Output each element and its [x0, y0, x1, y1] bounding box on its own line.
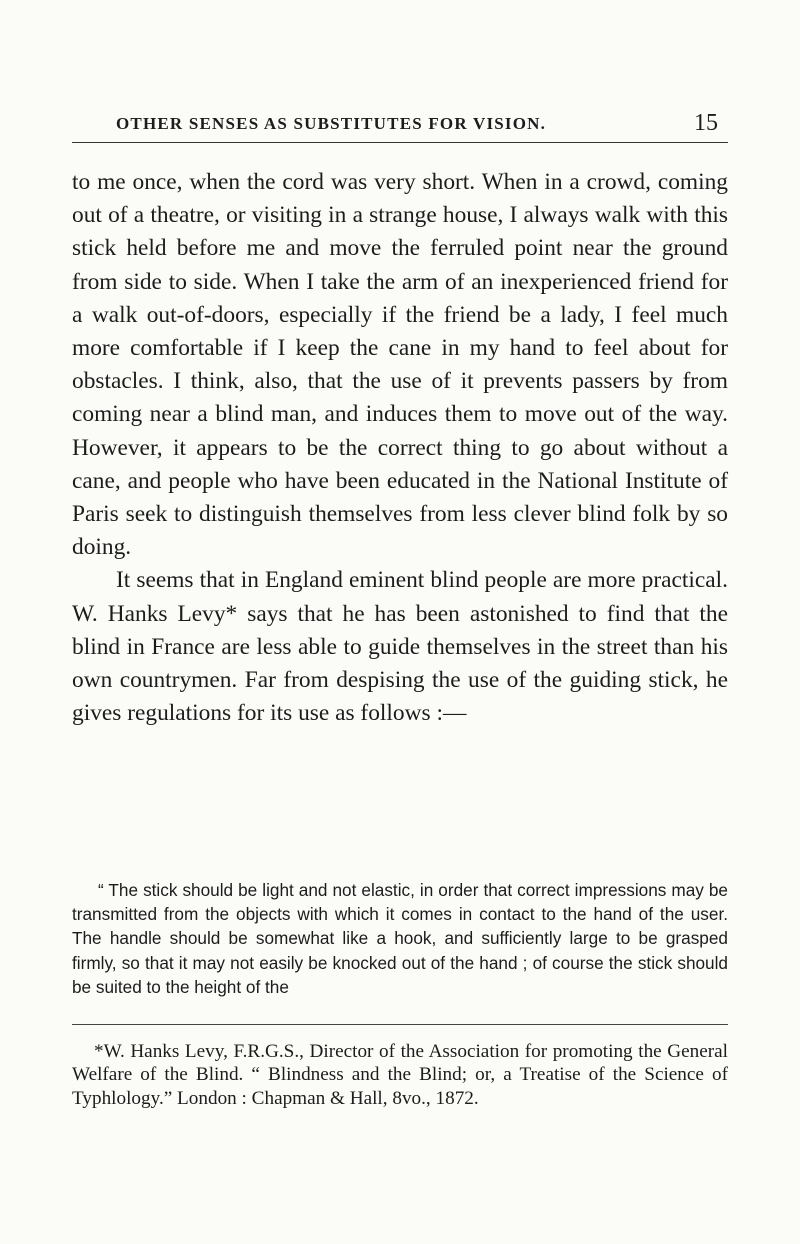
- footnote: *W. Hanks Levy, F.R.G.S., Director of the Association for promoting the General Welfare of the Blind. “ Blindness and the Blind; or, a Treatise of the Science of Typhlology.” London : Chapman & Hall, 8vo., 1872.: [72, 1041, 728, 1109]
- running-head: [72, 112, 728, 142]
- page-number: 15: [694, 110, 718, 136]
- block-quote: “ The stick should be light and not elastic, in order that correct impressions may be transmitted from the objects with which it comes in contact to the hand of the user. The handle should be somewhat like a hook, and sufficiently large to be grasped firmly, so that it may not easily be knocked out of the hand ; of course the stick should be suited to the height of the: [72, 880, 728, 997]
- paragraph-continued: to me once, when the cord was very short. When in a crowd, coming out of a theatre, or visiting in a strange house, I always walk with this stick held before me and move the ferruled point near the ground from side to side. When I take the arm of an inexperienced friend for a walk out-of-doors, especially if the friend be a lady, I feel much more comfortable if I keep the cane in my hand to feel about for obstacles. I think, also, that the use of it prevents passers by from coming near a blind man, and induces them to move out of the way. However, it appears to be the correct thing to go about without a cane, and people who have been educated in the National Institute of Paris seek to distinguish themselves from less clever blind folk by so doing.: [72, 169, 728, 561]
- paragraph-england: It seems that in England eminent blind people are more practical. W. Hanks Levy* says that he has been astonished to find that the blind in France are less able to guide themselves in the street than his own countrymen. Far from despising the use of the guiding stick, he gives regulations for its use as follows :—: [72, 567, 728, 727]
- running-title: OTHER SENSES AS SUBSTITUTES FOR VISION.: [116, 114, 547, 133]
- header-divider: [72, 142, 728, 143]
- body-text: [72, 166, 728, 730]
- footnote-divider: [72, 1024, 728, 1025]
